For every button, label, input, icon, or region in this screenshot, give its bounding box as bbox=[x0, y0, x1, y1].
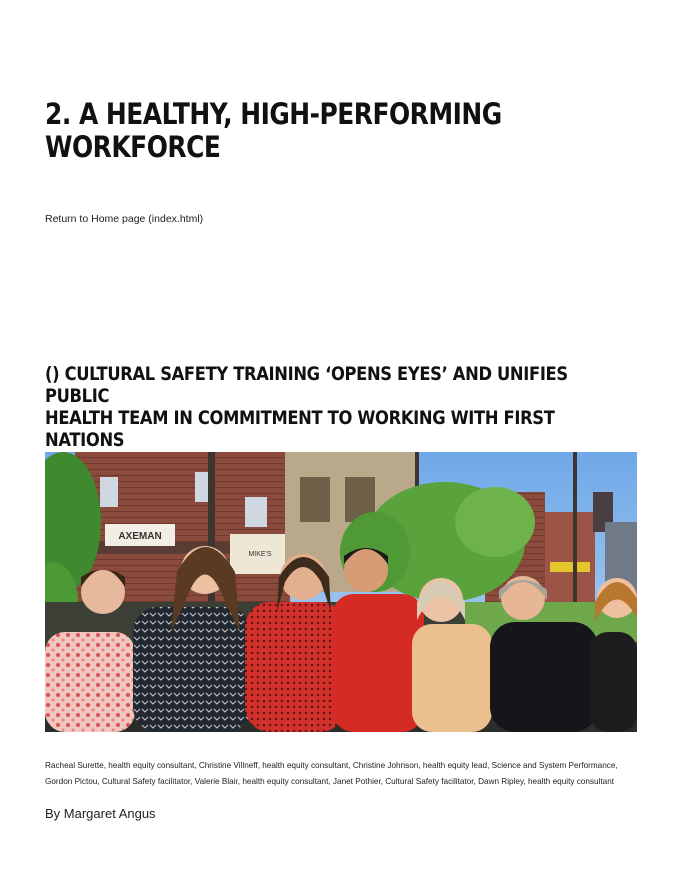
group-photo bbox=[45, 452, 637, 732]
page-title bbox=[45, 98, 527, 164]
photo-caption bbox=[45, 758, 645, 790]
byline: By Margaret Angus bbox=[45, 806, 156, 821]
page-title-line-2: WORKFORCE bbox=[45, 130, 221, 164]
article-title-line-1: () CULTURAL SAFETY TRAINING ‘OPENS EYES’ AND UNIFIES PUBLIC bbox=[45, 363, 568, 407]
page-title-line-1: 2. A HEALTHY, HIGH-PERFORMING bbox=[45, 97, 502, 131]
article-title-line-2: HEALTH TEAM IN COMMITMENT TO WORKING WITH FIRST NATIONS bbox=[45, 407, 555, 451]
shop-sign-left-text: AXEMAN bbox=[118, 531, 162, 542]
caption-line-1: Racheal Surette, health equity consultant, Christine Villneff, health equity consultant, Christine Johnson, health equity lead, Science and System Performance, bbox=[45, 761, 618, 770]
caption-line-2: Gordon Pictou, Cultural Safety facilitator, Valerie Blair, health equity consultant, Janet Pothier, Cultural Safety facilitator, Dawn Ripley, health equity consultant bbox=[45, 777, 615, 786]
return-home-link[interactable]: Return to Home page (index.html) bbox=[45, 213, 204, 225]
shop-sign-right-text: MIKE'S bbox=[248, 551, 272, 558]
